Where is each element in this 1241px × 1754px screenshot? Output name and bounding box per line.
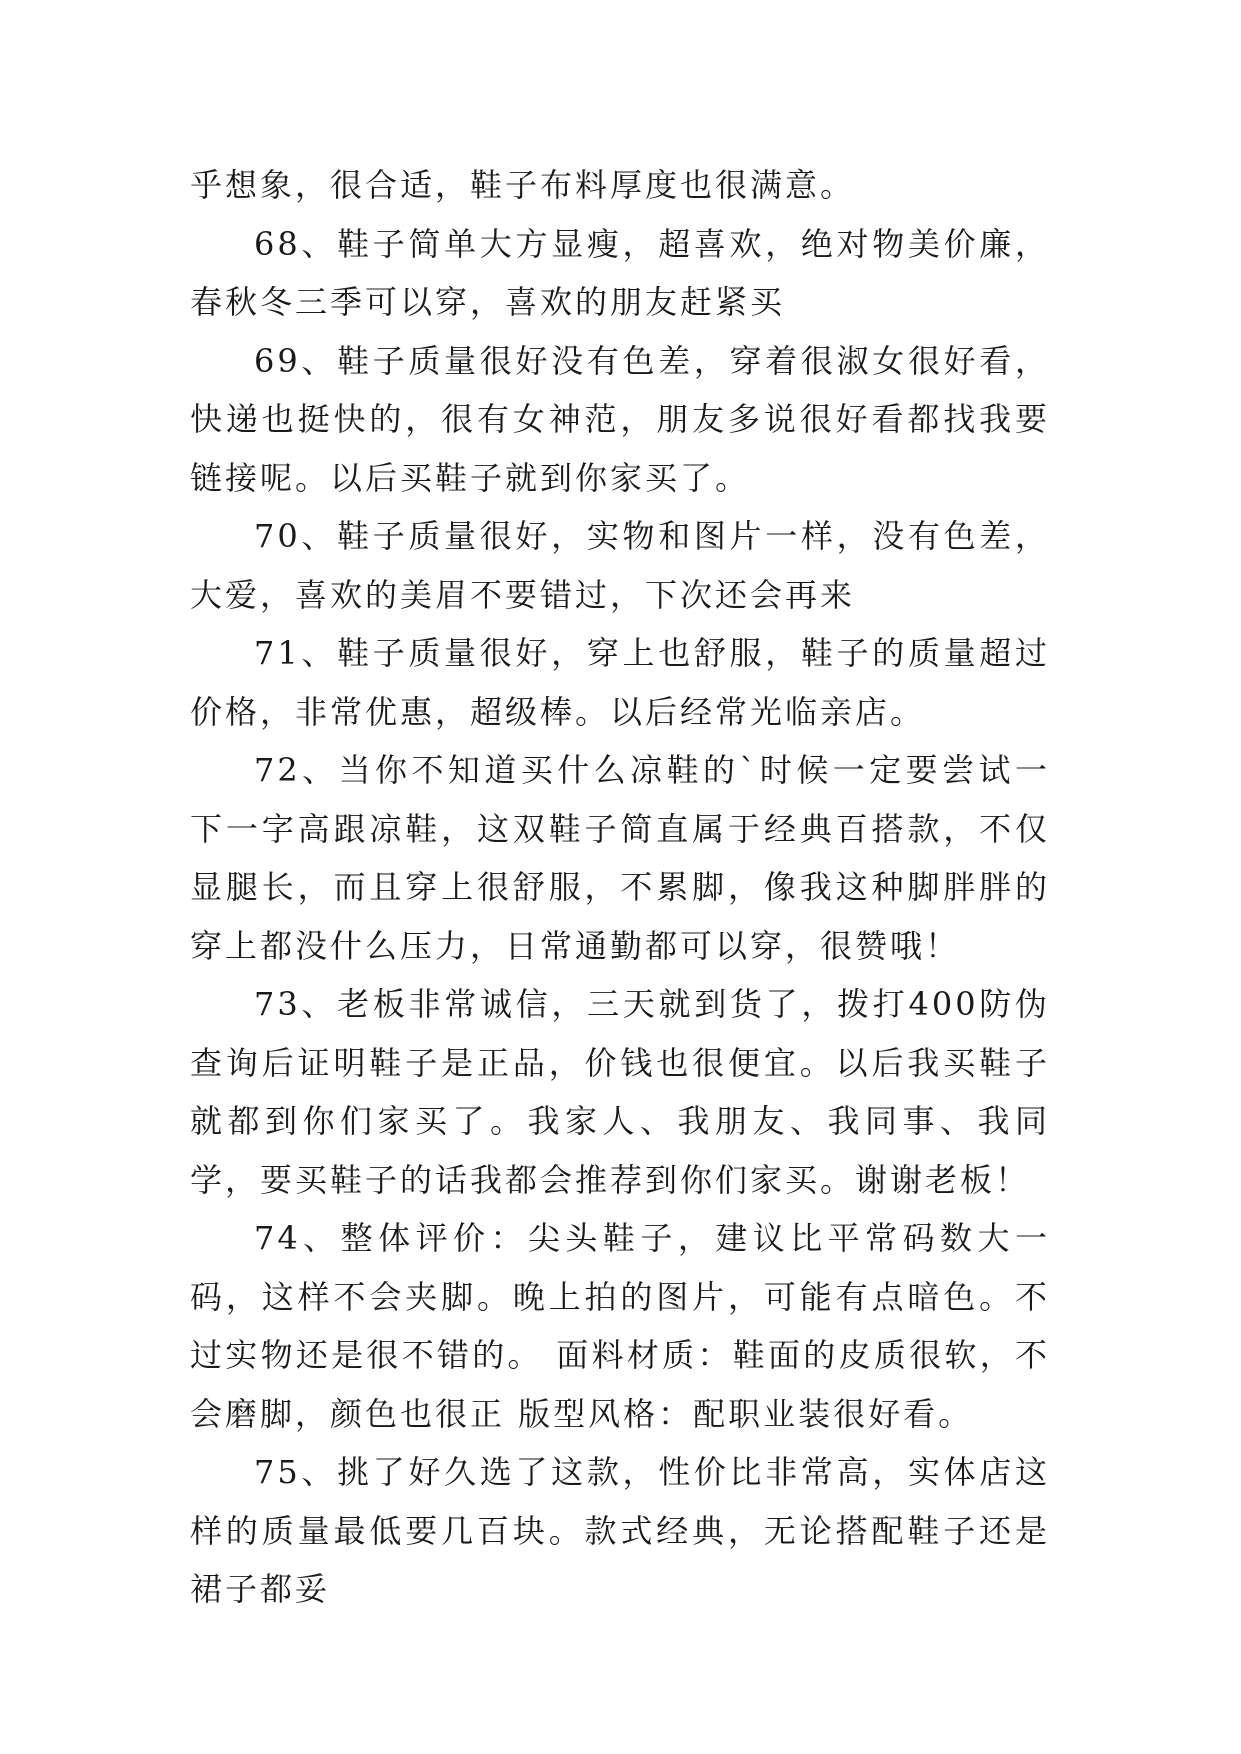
review-item-70: 70、鞋子质量很好，实物和图片一样，没有色差，大爱，喜欢的美眉不要错过，下次还会再来 (190, 517, 1050, 614)
document-body (190, 156, 1050, 1619)
paragraph-continuation: 乎想象，很合适，鞋子布料厚度也很满意。 (190, 166, 856, 204)
review-item-69: 69、鞋子质量很好没有色差，穿着很淑女很好看，快递也挺快的，很有女神范，朋友多说很好看都找我要链接呢。以后买鞋子就到你家买了。 (190, 341, 1050, 497)
review-item-68: 68、鞋子简单大方显瘦，超喜欢，绝对物美价廉，春秋冬三季可以穿，喜欢的朋友赶紧买 (190, 224, 1050, 321)
review-item-71: 71、鞋子质量很好，穿上也舒服，鞋子的质量超过价格，非常优惠，超级棒。以后经常光临亲店。 (190, 634, 1050, 731)
review-item-75: 75、挑了好久选了这款，性价比非常高，实体店这样的质量最低要几百块。款式经典，无论搭配鞋子还是裙子都妥 (190, 1453, 1050, 1608)
review-item-72: 72、当你不知道买什么凉鞋的`时候一定要尝试一下一字高跟凉鞋，这双鞋子简直属于经典百搭款，不仅显腿长，而且穿上很舒服，不累脚，像我这种脚胖胖的穿上都没什么压力，日常通勤都可以穿，很赞哦！ (190, 751, 1050, 965)
review-item-74: 74、整体评价：尖头鞋子，建议比平常码数大一码，这样不会夹脚。晚上拍的图片，可能有点暗色。不过实物还是很不错的。 面料材质：鞋面的皮质很软，不会磨脚，颜色也很正 版型风格：配职业装很好看。 (190, 1219, 1050, 1433)
review-item-73: 73、老板非常诚信，三天就到货了，拨打400防伪查询后证明鞋子是正品，价钱也很便宜。以后我买鞋子就都到你们家买了。我家人、我朋友、我同事、我同学，要买鞋子的话我都会推荐到你们家买。谢谢老板！ (190, 985, 1050, 1199)
